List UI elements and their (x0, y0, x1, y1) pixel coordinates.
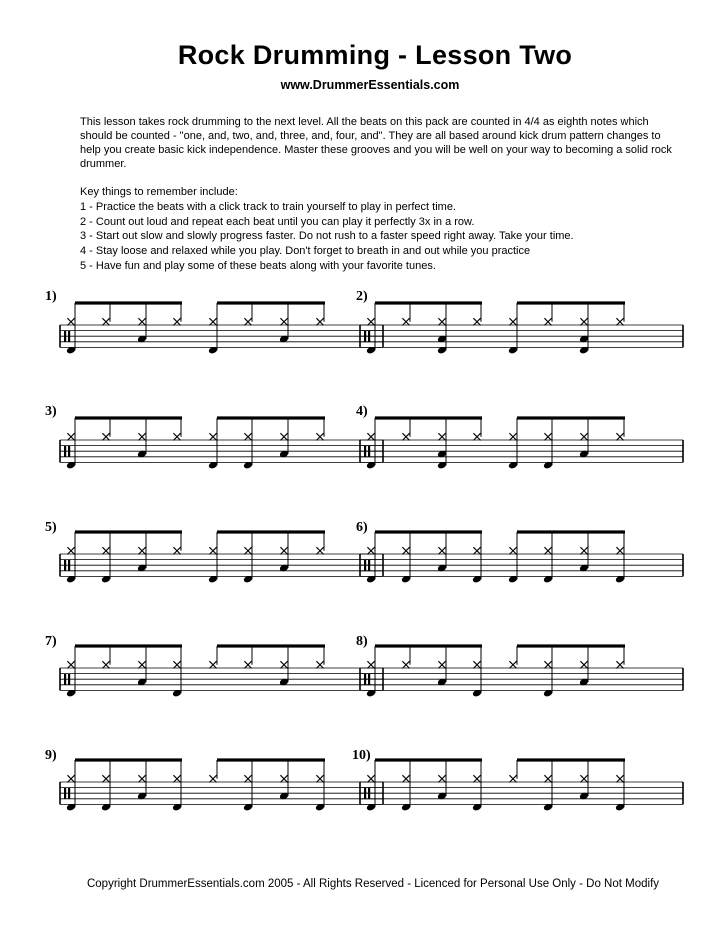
exercise-number: 1) (45, 289, 57, 304)
hihat-note (473, 547, 480, 554)
beam (75, 758, 182, 761)
beam (517, 530, 625, 533)
hihat-note (67, 433, 74, 440)
percussion-clef (68, 788, 70, 799)
hihat-note (209, 318, 216, 325)
hihat-note (473, 433, 480, 440)
hihat-note (616, 547, 623, 554)
hihat-note (438, 318, 445, 325)
hihat-note (280, 661, 287, 668)
percussion-clef (64, 674, 66, 685)
hihat-note (316, 661, 323, 668)
list-item: 2 - Count out loud and repeat each beat until you can play it perfectly 3x in a row. (80, 215, 475, 228)
exercise-number: 6) (356, 520, 368, 535)
hihat-note (244, 547, 251, 554)
percussion-clef (368, 331, 370, 342)
exercise-number: 4) (356, 404, 368, 419)
hihat-note (244, 318, 251, 325)
intro-paragraph: This lesson takes rock drumming to the next level. All the beats on this pack are counted in 4/4 as eighth notes which should be counted - "one, and, two, and, three, and, four, and". They are all based around kick drum pattern changes to help you create basic kick independence. Master these grooves and you will be well on your way to becoming a solid rock drummer. (80, 116, 672, 170)
hihat-note (67, 661, 74, 668)
percussion-clef (368, 674, 370, 685)
hihat-note (173, 318, 180, 325)
exercise-number: 9) (45, 748, 57, 763)
hihat-note (616, 433, 623, 440)
hihat-note (173, 433, 180, 440)
hihat-note (580, 433, 587, 440)
hihat-note (138, 661, 145, 668)
exercise-number: 10) (352, 748, 371, 763)
percussion-clef (64, 788, 66, 799)
beam (375, 530, 482, 533)
hihat-note (473, 318, 480, 325)
beam (517, 644, 625, 647)
hihat-note (473, 775, 480, 782)
beam (517, 758, 625, 761)
hihat-note (402, 433, 409, 440)
hihat-note (280, 433, 287, 440)
percussion-clef (364, 788, 366, 799)
hihat-note (280, 775, 287, 782)
percussion-clef (68, 674, 70, 685)
hihat-note (616, 318, 623, 325)
hihat-note (280, 547, 287, 554)
beam (75, 301, 182, 304)
hihat-note (209, 661, 216, 668)
beam (375, 301, 482, 304)
hihat-note (544, 775, 551, 782)
website-url[interactable]: www.DrummerEssentials.com (280, 78, 460, 92)
exercise-number: 2) (356, 289, 368, 304)
hihat-note (367, 433, 374, 440)
hihat-note (438, 775, 445, 782)
beam (217, 758, 325, 761)
exercise-number: 7) (45, 634, 57, 649)
hihat-note (544, 547, 551, 554)
hihat-note (438, 433, 445, 440)
exercise-number: 5) (45, 520, 57, 535)
percussion-clef (68, 331, 70, 342)
hihat-note (367, 318, 374, 325)
hihat-note (209, 547, 216, 554)
list-item: 1 - Practice the beats with a click track to train yourself to play in perfect time. (80, 200, 456, 213)
hihat-note (509, 547, 516, 554)
beam (75, 416, 182, 419)
hihat-note (580, 775, 587, 782)
hihat-note (438, 547, 445, 554)
hihat-note (209, 433, 216, 440)
hihat-note (138, 433, 145, 440)
percussion-clef (364, 446, 366, 457)
beam (517, 301, 625, 304)
hihat-note (244, 775, 251, 782)
hihat-note (367, 775, 374, 782)
hihat-note (244, 661, 251, 668)
hihat-note (67, 318, 74, 325)
list-item: 4 - Stay loose and relaxed while you play. Don't forget to breath in and out while you practice (80, 245, 531, 258)
hihat-note (616, 661, 623, 668)
hihat-note (402, 775, 409, 782)
key-things-heading: Key things to remember include: (80, 186, 238, 198)
hihat-note (209, 775, 216, 782)
exercise-number: 3) (45, 404, 57, 419)
percussion-clef (68, 446, 70, 457)
hihat-note (544, 433, 551, 440)
hihat-note (580, 318, 587, 325)
hihat-note (67, 775, 74, 782)
copyright-footer: Copyright DrummerEssentials.com 2005 - All Rights Reserved - Licenced for Personal Use Only - Do Not Modify (86, 878, 660, 890)
hihat-note (316, 547, 323, 554)
hihat-note (138, 547, 145, 554)
hihat-note (367, 661, 374, 668)
beam (375, 758, 482, 761)
hihat-note (544, 318, 551, 325)
hihat-note (402, 547, 409, 554)
hihat-note (67, 547, 74, 554)
hihat-note (316, 775, 323, 782)
hihat-note (580, 661, 587, 668)
hihat-note (316, 318, 323, 325)
beam (375, 416, 482, 419)
percussion-clef (364, 674, 366, 685)
hihat-note (438, 661, 445, 668)
beam (75, 644, 182, 647)
percussion-clef (368, 788, 370, 799)
list-item: 3 - Start out slow and slowly progress faster. Do not rush to a faster speed right away. Take your time. (80, 230, 574, 243)
hihat-note (102, 661, 109, 668)
hihat-note (138, 775, 145, 782)
hihat-note (173, 661, 180, 668)
hihat-note (102, 318, 109, 325)
hihat-note (473, 661, 480, 668)
percussion-clef (368, 560, 370, 571)
list-item: 5 - Have fun and play some of these beats along with your favorite tunes. (80, 259, 436, 272)
percussion-clef (368, 446, 370, 457)
hihat-note (173, 775, 180, 782)
hihat-note (102, 433, 109, 440)
beam (217, 416, 325, 419)
hihat-note (102, 775, 109, 782)
beam (375, 644, 482, 647)
percussion-clef (364, 331, 366, 342)
beam (517, 416, 625, 419)
hihat-note (580, 547, 587, 554)
beam (217, 530, 325, 533)
hihat-note (402, 318, 409, 325)
hihat-note (138, 318, 145, 325)
hihat-note (102, 547, 109, 554)
beam (217, 644, 325, 647)
hihat-note (367, 547, 374, 554)
hihat-note (316, 433, 323, 440)
hihat-note (509, 318, 516, 325)
percussion-clef (64, 331, 66, 342)
hihat-note (280, 318, 287, 325)
hihat-note (244, 433, 251, 440)
hihat-note (544, 661, 551, 668)
percussion-clef (68, 560, 70, 571)
hihat-note (402, 661, 409, 668)
hihat-note (616, 775, 623, 782)
beam (75, 530, 182, 533)
page-title: Rock Drumming - Lesson Two (177, 40, 573, 70)
percussion-clef (364, 560, 366, 571)
hihat-note (509, 661, 516, 668)
exercise-number: 8) (356, 634, 368, 649)
hihat-note (509, 433, 516, 440)
percussion-clef (64, 446, 66, 457)
percussion-clef (64, 560, 66, 571)
beam (217, 301, 325, 304)
hihat-note (173, 547, 180, 554)
hihat-note (509, 775, 516, 782)
